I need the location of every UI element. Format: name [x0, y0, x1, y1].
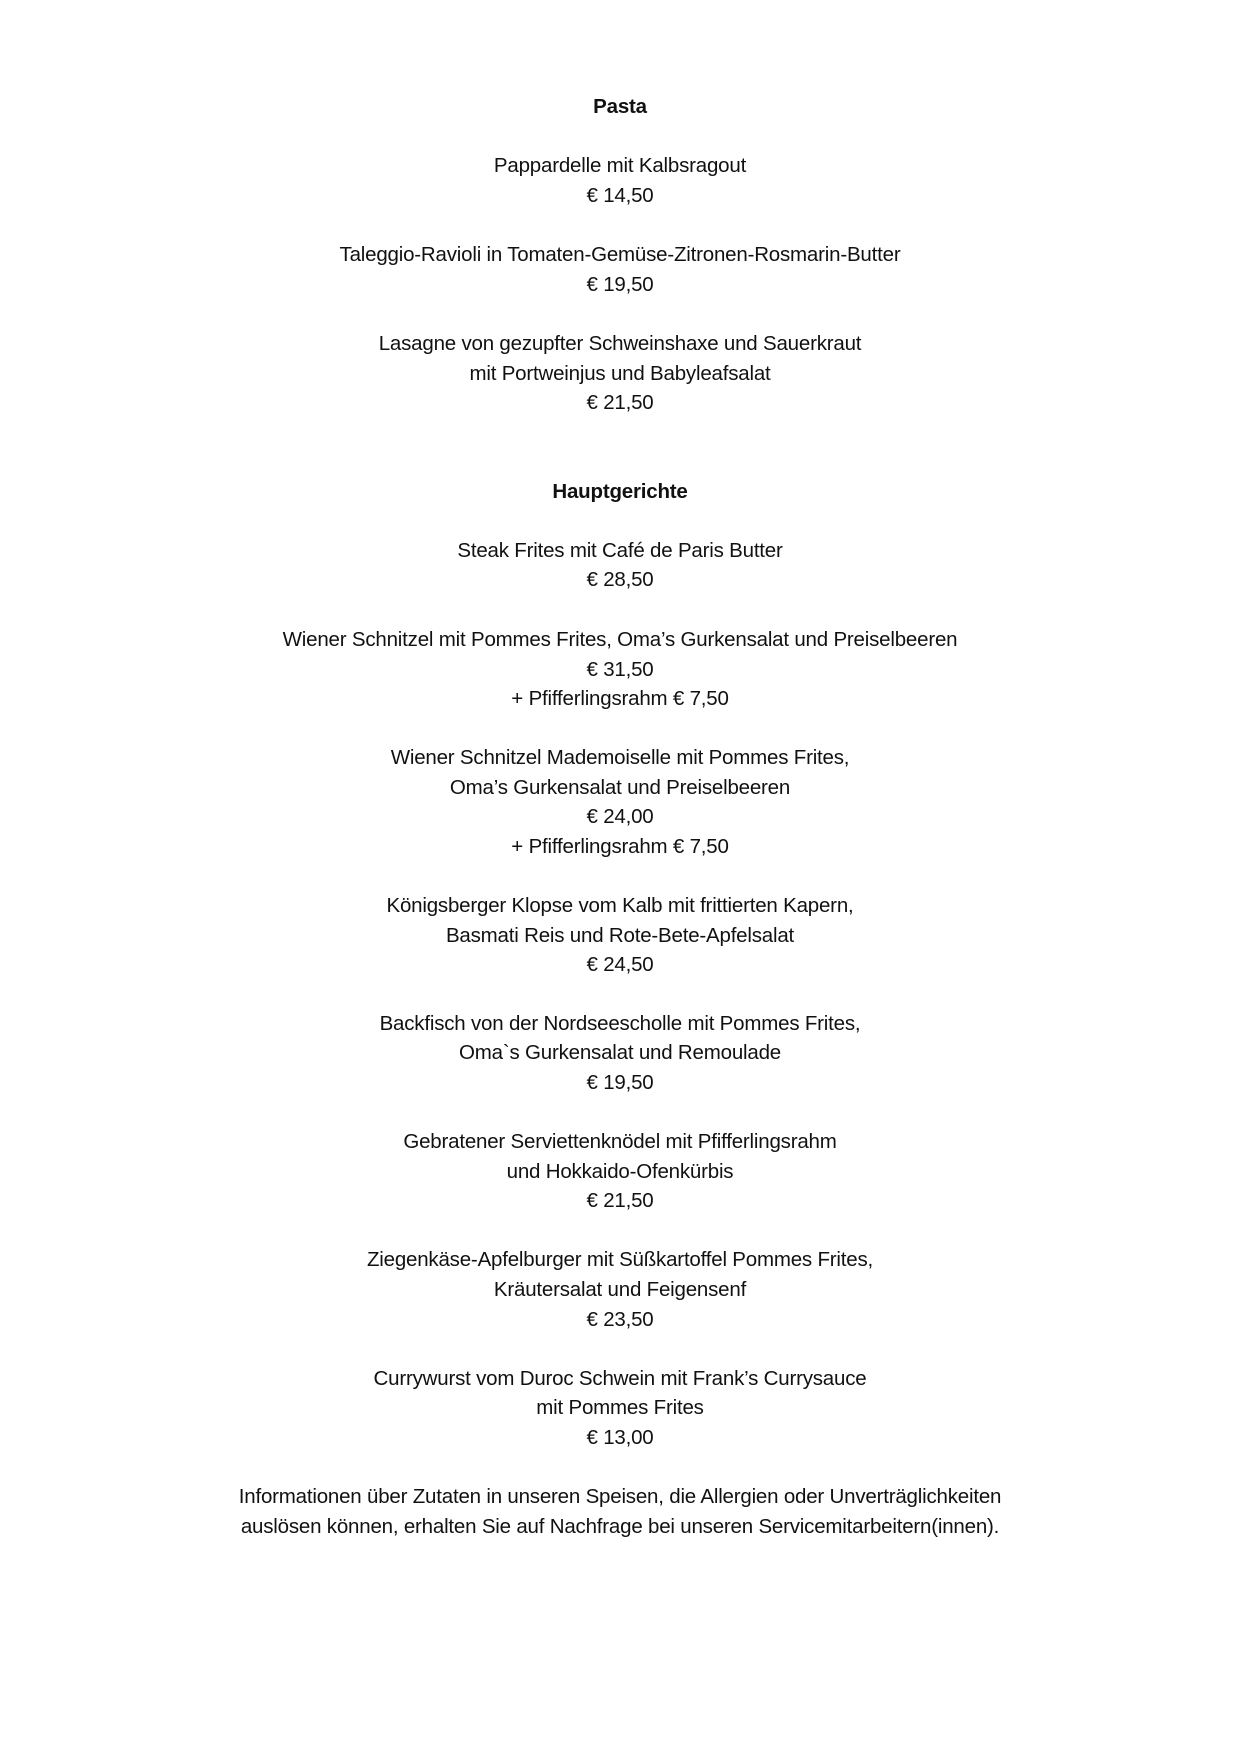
- menu-item-price: € 19,50: [586, 1071, 654, 1094]
- menu-item-price: € 24,50: [586, 953, 654, 976]
- menu-item-name: mit Portweinjus und Babyleafsalat: [469, 362, 771, 385]
- menu-item-price: € 31,50: [586, 658, 654, 681]
- menu-item-name: Wiener Schnitzel Mademoiselle mit Pommes Frites,: [390, 746, 850, 769]
- menu-item-name: Gebratener Serviettenknödel mit Pfifferlingsrahm: [403, 1130, 837, 1153]
- menu-item-name: Kräutersalat und Feigensenf: [493, 1278, 747, 1301]
- menu-item-name: und Hokkaido-Ofenkürbis: [506, 1160, 734, 1183]
- menu-item-price: € 21,50: [586, 391, 654, 414]
- menu-item-name: Lasagne von gezupfter Schweinshaxe und Sauerkraut: [378, 332, 862, 355]
- allergen-notice: auslösen können, erhalten Sie auf Nachfrage bei unseren Servicemitarbeitern(innen).: [240, 1515, 1000, 1538]
- menu-item-name: mit Pommes Frites: [536, 1396, 704, 1419]
- menu-item-name: Currywurst vom Duroc Schwein mit Frank’s Currysauce: [373, 1367, 867, 1390]
- allergen-notice: Informationen über Zutaten in unseren Speisen, die Allergien oder Unverträglichkeiten: [238, 1485, 1002, 1508]
- menu-item-extra: + Pfifferlingsrahm € 7,50: [511, 687, 729, 710]
- menu-item-name: Backfisch von der Nordseescholle mit Pommes Frites,: [379, 1012, 861, 1035]
- menu-item-name: Taleggio-Ravioli in Tomaten-Gemüse-Zitronen-Rosmarin-Butter: [339, 243, 901, 266]
- menu-item-price: € 14,50: [586, 184, 654, 207]
- menu-item-name: Oma’s Gurkensalat und Preiselbeeren: [449, 776, 791, 799]
- menu-item-name: Ziegenkäse-Apfelburger mit Süßkartoffel Pommes Frites,: [366, 1248, 874, 1271]
- menu-item-name: Oma`s Gurkensalat und Remoulade: [459, 1041, 781, 1064]
- menu-item-price: € 21,50: [586, 1189, 654, 1212]
- menu-item-name: Königsberger Klopse vom Kalb mit frittierten Kapern,: [386, 894, 854, 917]
- menu-item-name: Pappardelle mit Kalbsragout: [493, 154, 747, 177]
- menu-item-price: € 13,00: [586, 1426, 654, 1449]
- menu-item-price: € 28,50: [586, 568, 654, 591]
- menu-item-price: € 19,50: [586, 273, 654, 296]
- menu-item-name: Steak Frites mit Café de Paris Butter: [457, 539, 783, 562]
- menu-item-price: € 23,50: [586, 1308, 654, 1331]
- menu-item-extra: + Pfifferlingsrahm € 7,50: [511, 835, 729, 858]
- menu-item-name: Basmati Reis und Rote-Bete-Apfelsalat: [445, 924, 795, 947]
- menu-item-price: € 24,00: [586, 805, 654, 828]
- section-title-hauptgerichte: Hauptgerichte: [552, 480, 688, 503]
- section-title-pasta: Pasta: [593, 95, 647, 118]
- menu-item-name: Wiener Schnitzel mit Pommes Frites, Oma’s Gurkensalat und Preiselbeeren: [282, 628, 958, 651]
